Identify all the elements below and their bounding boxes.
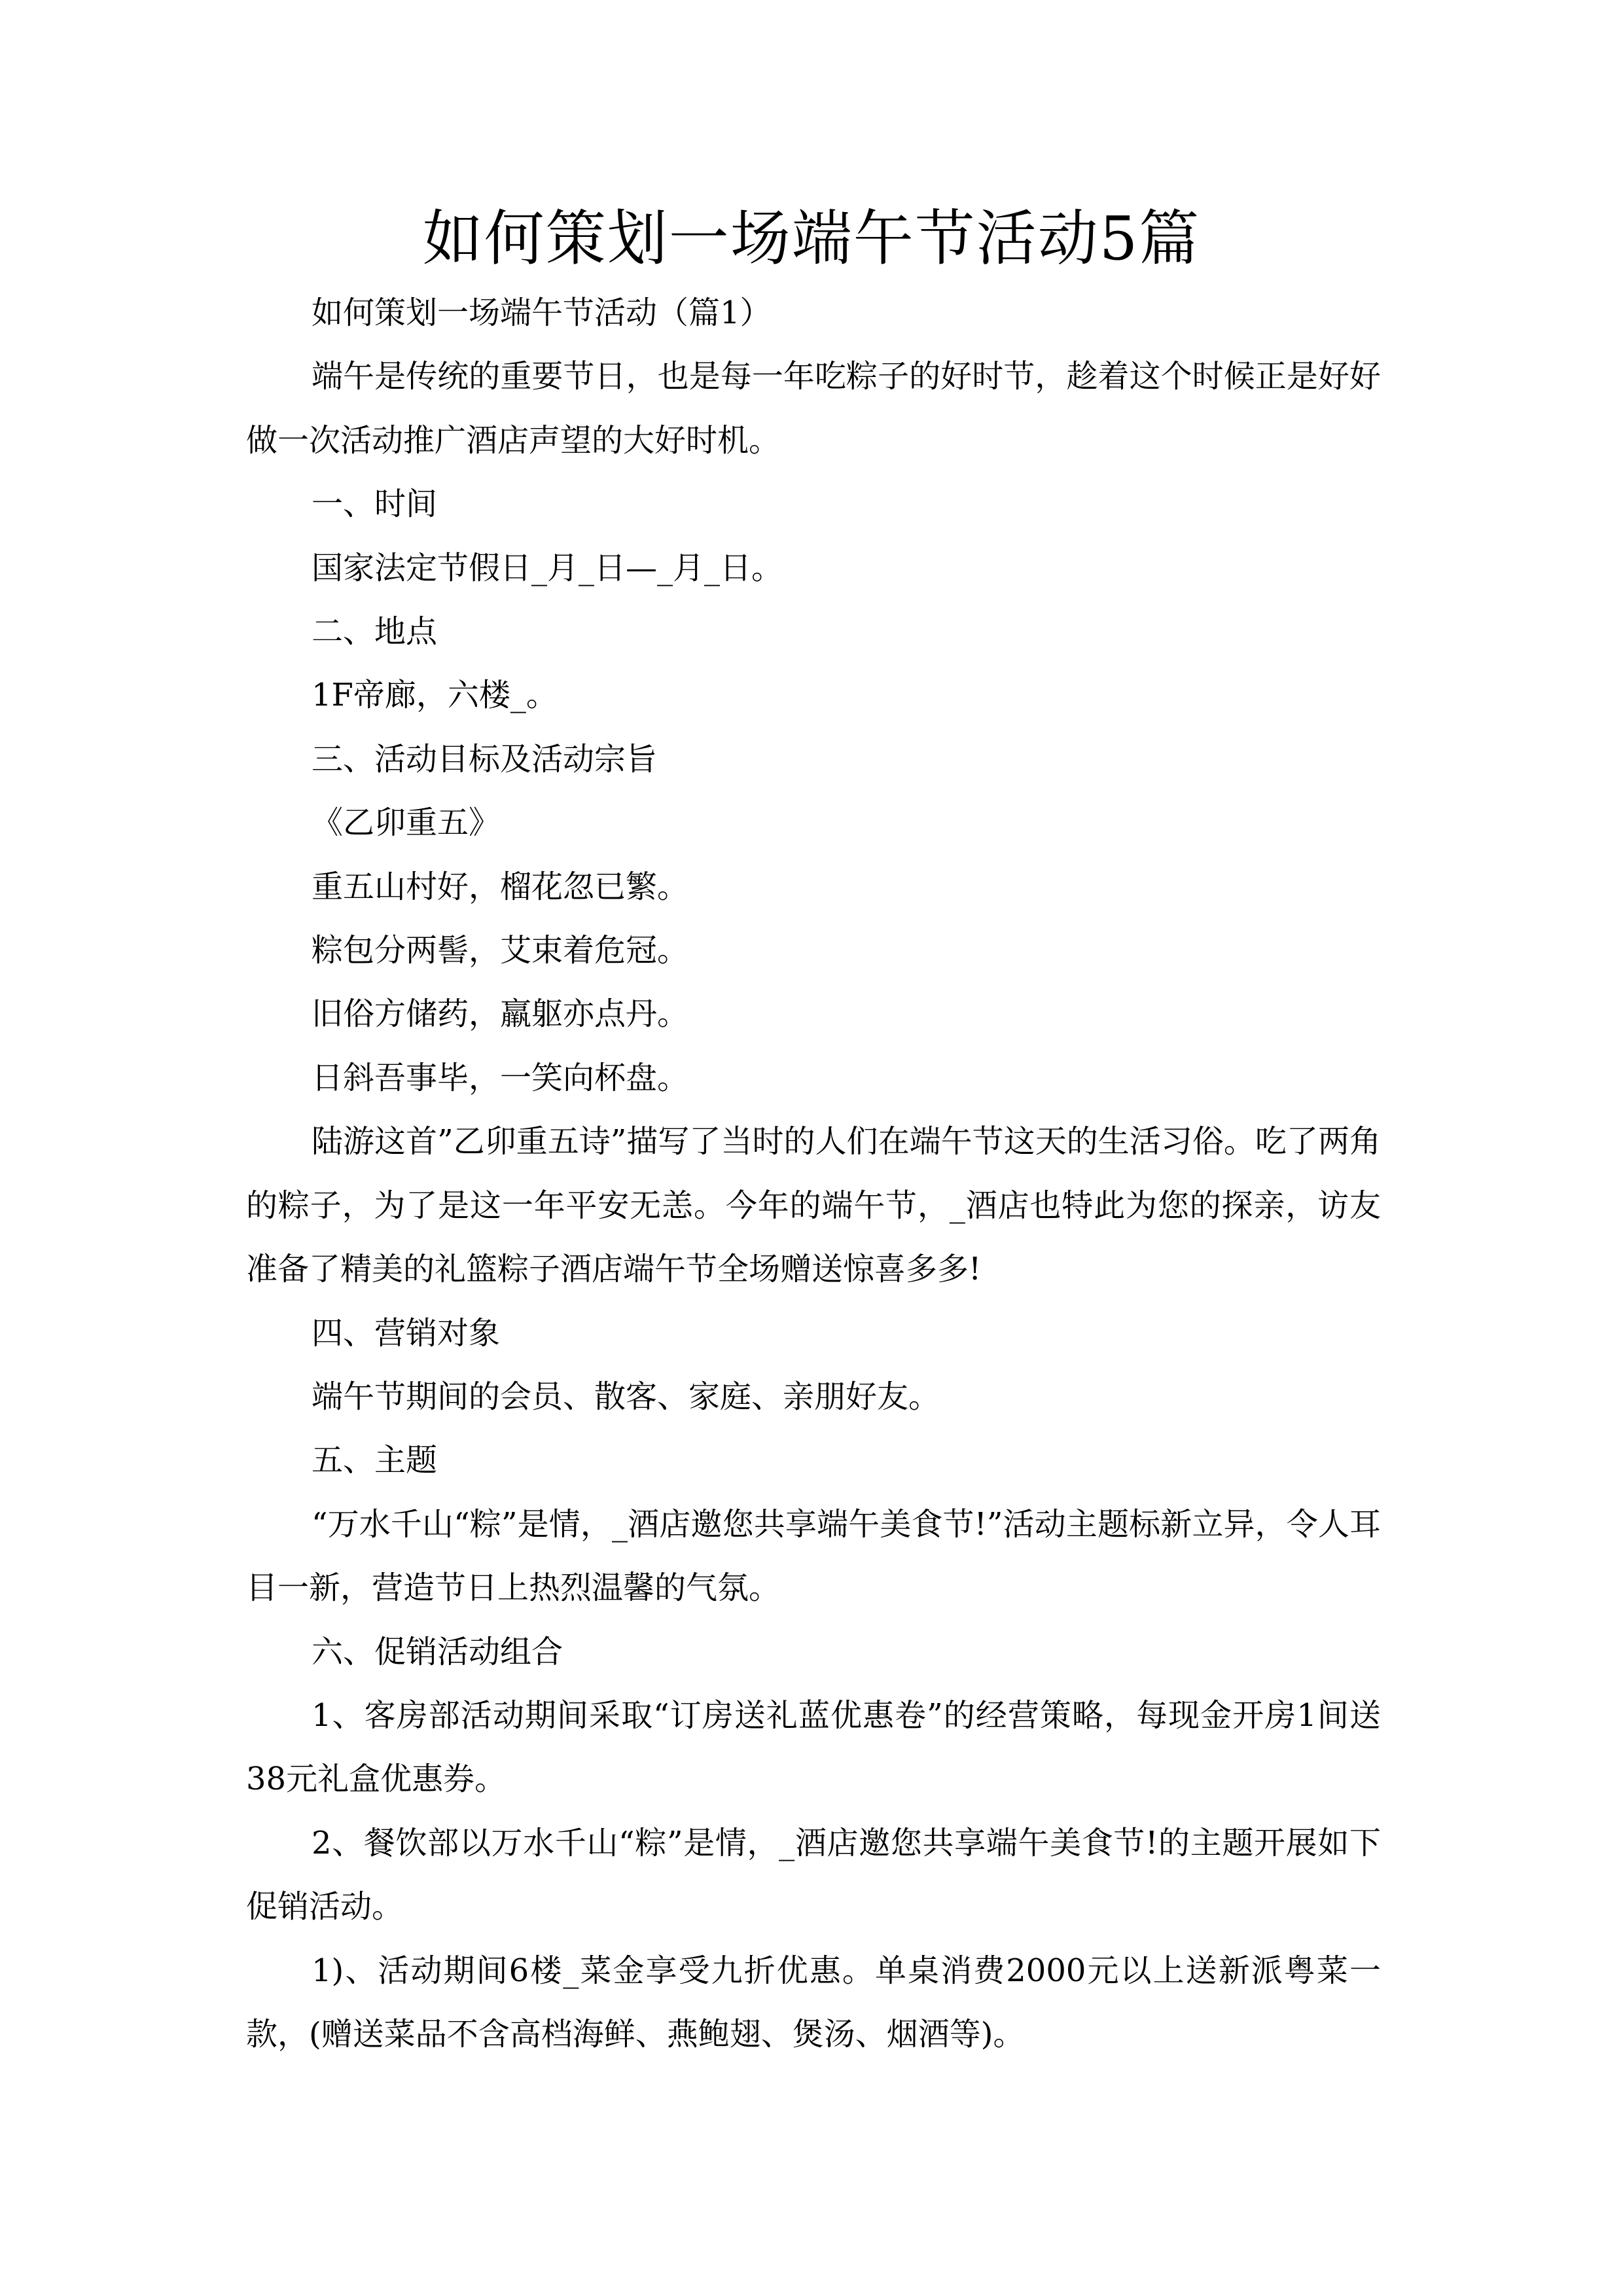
poem-line: 旧俗方储药，羸躯亦点丹。 (312, 996, 689, 1033)
section-heading: 三、活动目标及活动宗旨 (312, 740, 658, 778)
body-paragraph: 陆游这首”乙卯重五诗”描写了当时的人们在端午节这天的生活习俗。吃了两角的粽子，为了是这一年平安无恙。今年的端午节，_酒店也特此为您的探亲，访友准备了精美的礼篮粽子酒店端午节全场赠送惊喜多多! (246, 1123, 1381, 1288)
body-paragraph: 1F帝廊，六楼_。 (312, 677, 558, 714)
poem-line: 粽包分两髻，艾束着危冠。 (312, 932, 689, 969)
body-paragraph: 国家法定节假日_月_日—_月_日。 (312, 549, 783, 586)
body-paragraph: 1)、活动期间6楼_菜金享受九折优惠。单桌消费2000元以上送新派粤菜一款，(赠送菜品不含高档海鲜、燕鲍翅、煲汤、烟酒等)。 (246, 1952, 1381, 2053)
section-heading: 六、促销活动组合 (312, 1633, 563, 1670)
section-heading: 四、营销对象 (312, 1314, 501, 1352)
section-heading: 二、地点 (312, 613, 438, 651)
body-paragraph: 1、客房部活动期间采取“订房送礼蓝优惠卷”的经营策略，每现金开房1间送38元礼盒优惠券。 (246, 1696, 1381, 1798)
section-heading: 五、主题 (312, 1442, 438, 1479)
body-paragraph: 端午节期间的会员、散客、家庭、亲朋好友。 (312, 1378, 940, 1415)
section-heading: 一、时间 (312, 486, 438, 523)
document-title: 如何策划一场端午节活动5篇 (422, 204, 1201, 274)
body-paragraph: “万水千山“粽”是情，_酒店邀您共享端午美食节!”活动主题标新立异，令人耳目一新，营造节日上热烈温馨的气氛。 (246, 1505, 1381, 1607)
poem-line: 重五山村好，榴花忽已繁。 (312, 868, 689, 905)
poem-title: 《乙卯重五》 (312, 804, 501, 842)
body-paragraph: 2、餐饮部以万水千山“粽”是情，_酒店邀您共享端午美食节!的主题开展如下促销活动。 (246, 1824, 1381, 1926)
poem-line: 日斜吾事毕，一笑向杯盘。 (312, 1059, 689, 1096)
section-heading: 如何策划一场端午节活动（篇1） (312, 295, 772, 331)
body-paragraph: 端午是传统的重要节日，也是每一年吃粽子的好时节，趁着这个时候正是好好做一次活动推广酒店声望的大好时机。 (246, 358, 1381, 459)
document-body (246, 281, 1381, 2066)
